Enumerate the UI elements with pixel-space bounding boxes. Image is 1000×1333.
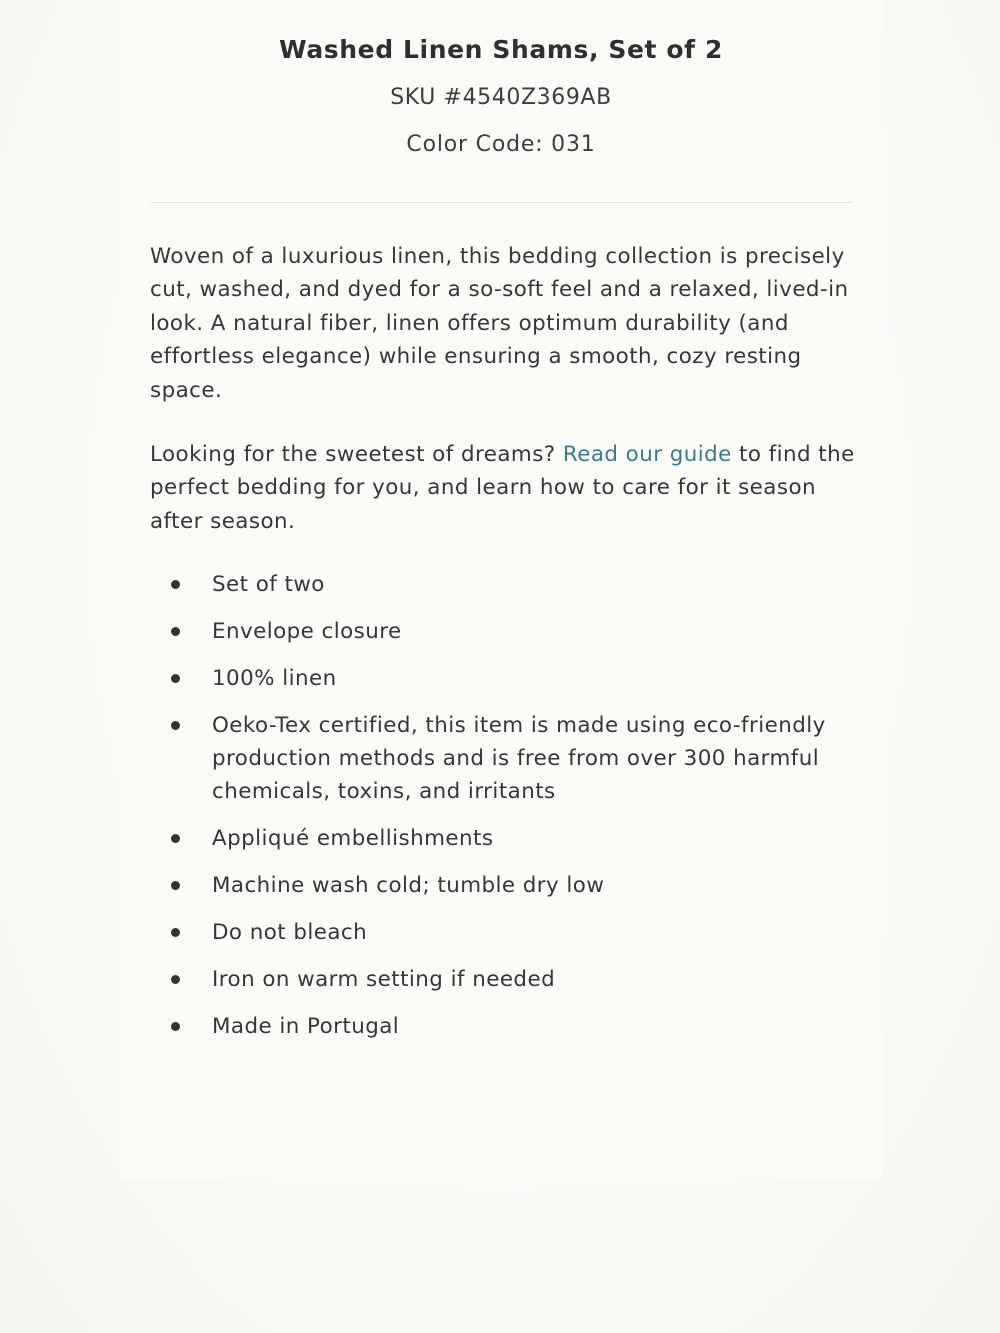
feature-text: Set of two [212,572,325,598]
bullet-icon [171,834,180,843]
feature-item [150,615,855,648]
feature-text: 100% linen [212,666,337,692]
feature-item [150,568,855,601]
feature-item [150,822,855,855]
feature-text: Do not bleach [212,920,368,946]
feature-item [150,1010,855,1043]
bullet-icon [171,1022,180,1031]
bullet-icon [171,580,180,589]
product-title: Washed Linen Shams, Set of 2 [279,35,723,64]
feature-item [150,916,855,949]
product-header [120,0,882,160]
guide-text-before: Looking for the sweetest of dreams? [150,442,563,468]
feature-item [150,709,855,808]
feature-text: Oeko-Tex certified, this item is made using eco-friendly production methods and is free from over 300 harmful chemicals, toxins, and irritants [212,713,826,805]
feature-item [150,963,855,996]
read-guide-link[interactable]: Read our guide [562,442,732,468]
guide-paragraph [150,438,855,538]
product-details-panel [120,0,882,1180]
product-color-code: Color Code: 031 [406,132,596,157]
guide-text-after: to find the perfect bedding for you, and learn how to care for it season after season. [150,442,855,534]
description-paragraph: Woven of a luxurious linen, this bedding collection is precisely cut, washed, and dyed for a so-soft feel and a relaxed, lived-in look. A natural fiber, linen offers optimum durability (and effortless elegance) while ensuring a smooth, cozy resting space. [150,244,849,403]
feature-text: Envelope closure [212,619,402,645]
product-sku: SKU #4540Z369AB [390,85,612,110]
bullet-icon [171,627,180,636]
feature-item [150,869,855,902]
bullet-icon [171,721,180,730]
bullet-icon [171,928,180,937]
bullet-icon [171,674,180,683]
feature-list [150,568,855,1043]
feature-text: Appliqué embellishments [212,826,494,852]
header-divider [150,202,852,203]
feature-text: Machine wash cold; tumble dry low [212,873,605,899]
feature-text: Made in Portugal [212,1014,400,1040]
feature-text: Iron on warm setting if needed [212,967,556,993]
product-description [150,240,855,1057]
feature-item [150,662,855,695]
bullet-icon [171,881,180,890]
bullet-icon [171,975,180,984]
